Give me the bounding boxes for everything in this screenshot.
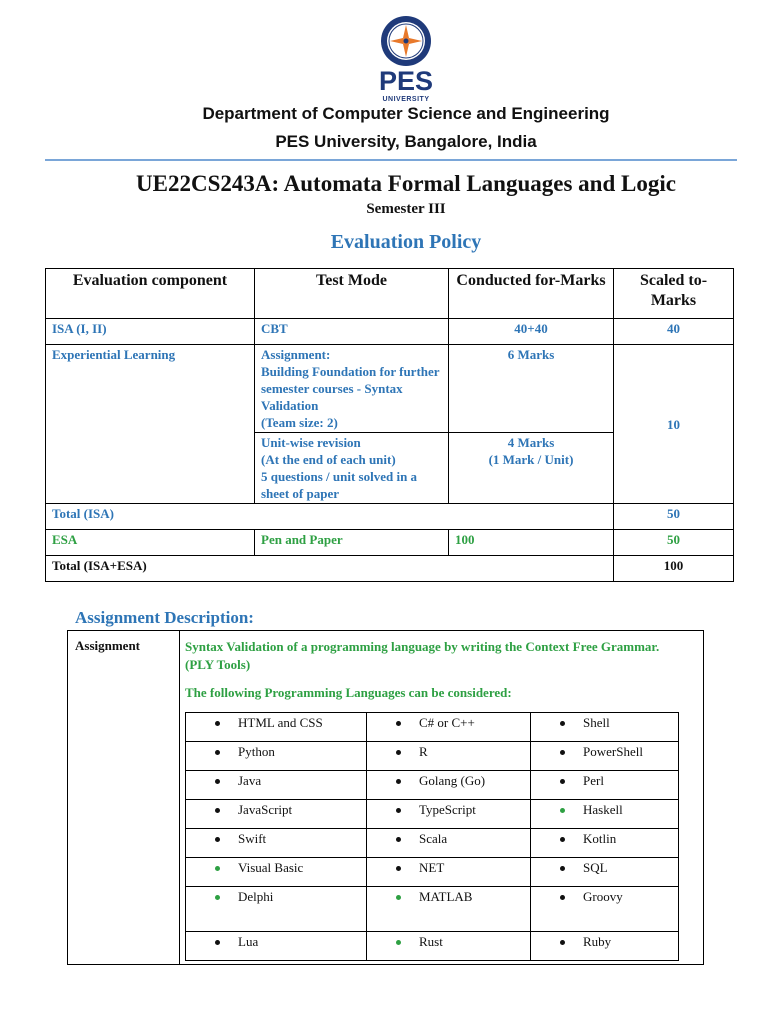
bullet-icon — [560, 808, 565, 813]
bullet-icon — [560, 940, 565, 945]
bullet-icon — [396, 940, 401, 945]
language-name: Shell — [583, 715, 610, 730]
list-item — [186, 829, 367, 858]
list-item — [531, 742, 679, 771]
isa-mode: CBT — [255, 319, 449, 345]
table-row-total-all — [46, 556, 734, 582]
list-item — [367, 858, 531, 887]
table-row — [186, 932, 679, 961]
university-name: PES University, Bangalore, India — [275, 132, 537, 151]
list-item — [186, 742, 367, 771]
logo-subtext: UNIVERSITY — [382, 96, 430, 103]
table-header-row — [46, 269, 734, 319]
language-name: C# or C++ — [419, 715, 475, 730]
language-name: PowerShell — [583, 744, 643, 759]
language-name: Swift — [238, 831, 267, 846]
table-row — [186, 829, 679, 858]
language-name: R — [419, 744, 428, 759]
list-item — [367, 771, 531, 800]
table-row — [186, 858, 679, 887]
table-row — [186, 771, 679, 800]
list-item — [367, 887, 531, 932]
language-name: Kotlin — [583, 831, 617, 846]
list-item — [367, 932, 531, 961]
list-item — [186, 887, 367, 932]
list-item — [531, 887, 679, 932]
header-scaled-marks: Scaled to-Marks — [614, 269, 734, 319]
language-name: Java — [238, 773, 262, 788]
table-row — [186, 800, 679, 829]
language-name: Haskell — [583, 802, 623, 817]
total-isa-scaled: 50 — [614, 504, 734, 530]
table-row — [186, 713, 679, 742]
assignment-label: Assignment — [75, 638, 141, 653]
experiential-revision-marks: 4 Marks (1 Mark / Unit) — [449, 433, 614, 504]
bullet-icon — [215, 721, 220, 726]
list-item — [186, 932, 367, 961]
esa-scaled: 50 — [614, 530, 734, 556]
bullet-icon — [396, 721, 401, 726]
bullet-icon — [215, 895, 220, 900]
language-name: JavaScript — [238, 802, 293, 817]
list-item — [186, 800, 367, 829]
header-evaluation-component: Evaluation component — [46, 269, 255, 319]
table-row-total-isa — [46, 504, 734, 530]
header-test-mode: Test Mode — [255, 269, 449, 319]
list-item — [186, 771, 367, 800]
language-name: Scala — [419, 831, 448, 846]
header-divider — [45, 159, 737, 161]
esa-mode: Pen and Paper — [255, 530, 449, 556]
isa-component: ISA (I, II) — [46, 319, 255, 345]
bullet-icon — [396, 895, 401, 900]
course-title: UE22CS243A: Automata Formal Languages and Logic — [136, 171, 676, 196]
isa-scaled: 40 — [614, 319, 734, 345]
bullet-icon — [560, 750, 565, 755]
bullet-icon — [560, 866, 565, 871]
total-all-label: Total (ISA+ESA) — [46, 556, 614, 582]
bullet-icon — [215, 808, 220, 813]
language-name: TypeScript — [419, 802, 476, 817]
experiential-assignment-marks: 6 Marks — [449, 345, 614, 433]
bullet-icon — [215, 837, 220, 842]
table-row-esa — [46, 530, 734, 556]
list-item — [367, 800, 531, 829]
language-name: Rust — [419, 934, 443, 949]
bullet-icon — [396, 866, 401, 871]
table-row-experiential-assignment — [46, 345, 734, 433]
total-all-scaled: 100 — [614, 556, 734, 582]
bullet-icon — [215, 866, 220, 871]
experiential-revision-mode: Unit-wise revision (At the end of each unit) 5 questions / unit solved in a sheet of paper — [255, 433, 449, 504]
language-name: HTML and CSS — [238, 715, 323, 730]
list-item — [367, 829, 531, 858]
list-item — [531, 932, 679, 961]
bullet-icon — [560, 721, 565, 726]
bullet-icon — [560, 895, 565, 900]
experiential-assignment-mode: Assignment: Building Foundation for further semester courses - Syntax Validation (Team size: 2) — [255, 345, 449, 433]
experiential-component: Experiential Learning — [46, 345, 255, 504]
assignment-box — [67, 630, 704, 965]
bullet-icon — [215, 750, 220, 755]
language-name: Lua — [238, 934, 259, 949]
list-item — [367, 713, 531, 742]
pes-logo — [378, 14, 434, 104]
language-name: NET — [419, 860, 445, 875]
list-item — [367, 742, 531, 771]
bullet-icon — [396, 750, 401, 755]
table-row — [186, 742, 679, 771]
esa-component: ESA — [46, 530, 255, 556]
table-row-isa — [46, 319, 734, 345]
language-name: Groovy — [583, 889, 623, 904]
evaluation-policy-heading: Evaluation Policy — [330, 231, 482, 253]
language-name: SQL — [583, 860, 608, 875]
bullet-icon — [560, 779, 565, 784]
list-item — [531, 771, 679, 800]
bullet-icon — [560, 837, 565, 842]
bullet-icon — [396, 808, 401, 813]
language-name: Visual Basic — [238, 860, 304, 875]
language-name: Golang (Go) — [419, 773, 486, 788]
department-name: Department of Computer Science and Engineering — [202, 104, 610, 123]
languages-table — [185, 712, 679, 961]
experiential-scaled: 10 — [614, 345, 734, 504]
bullet-icon — [396, 837, 401, 842]
evaluation-table — [45, 268, 734, 582]
list-item — [186, 713, 367, 742]
language-name: Delphi — [238, 889, 274, 904]
list-item — [531, 800, 679, 829]
languages-intro: The following Programming Languages can be considered: — [185, 685, 512, 700]
isa-conducted: 40+40 — [449, 319, 614, 345]
compass-logo-icon — [378, 14, 434, 70]
esa-conducted: 100 — [449, 530, 614, 556]
list-item — [531, 713, 679, 742]
bullet-icon — [396, 779, 401, 784]
semester-label: Semester III — [366, 201, 446, 217]
language-name: MATLAB — [419, 889, 473, 904]
assignment-description: Syntax Validation of a programming language by writing the Context Free Grammar. (PLY Tools) — [185, 639, 660, 672]
assignment-box-divider — [179, 631, 180, 964]
logo-wordmark: PES — [378, 66, 434, 96]
list-item — [531, 829, 679, 858]
language-name: Python — [238, 744, 275, 759]
language-name: Ruby — [583, 934, 612, 949]
table-row — [186, 887, 679, 932]
list-item — [186, 858, 367, 887]
bullet-icon — [215, 940, 220, 945]
list-item — [531, 858, 679, 887]
total-isa-label: Total (ISA) — [46, 504, 614, 530]
bullet-icon — [215, 779, 220, 784]
language-name: Perl — [583, 773, 604, 788]
header-conducted-marks: Conducted for-Marks — [449, 269, 614, 319]
assignment-description-heading: Assignment Description: — [75, 608, 254, 627]
